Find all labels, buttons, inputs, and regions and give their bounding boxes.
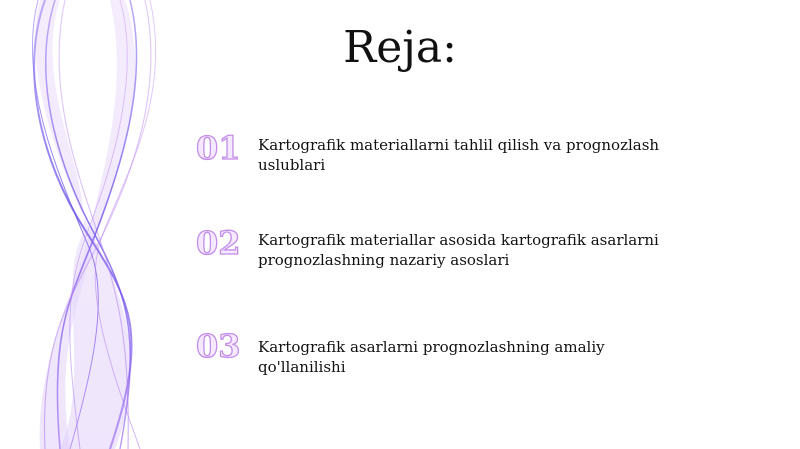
plan-item-text: Kartografik materiallar asosida kartografik asarlarni prognozlashning nazariy asoslari: [258, 231, 659, 269]
plan-item-number: 02: [196, 224, 241, 262]
decorative-ribbon: [0, 0, 200, 449]
plan-item-text: Kartografik asarlarni prognozlashning amaliy qo'llanilishi: [258, 338, 605, 376]
plan-item-number: 01: [196, 129, 241, 167]
plan-item: [196, 129, 678, 175]
plan-item: [196, 224, 678, 270]
plan-item-number: 03: [196, 327, 241, 365]
slide-title: Reja:: [343, 22, 457, 73]
plan-item-text: Kartografik materiallarni tahlil qilish va prognozlash uslublari: [258, 136, 660, 174]
plan-item: [196, 327, 678, 377]
